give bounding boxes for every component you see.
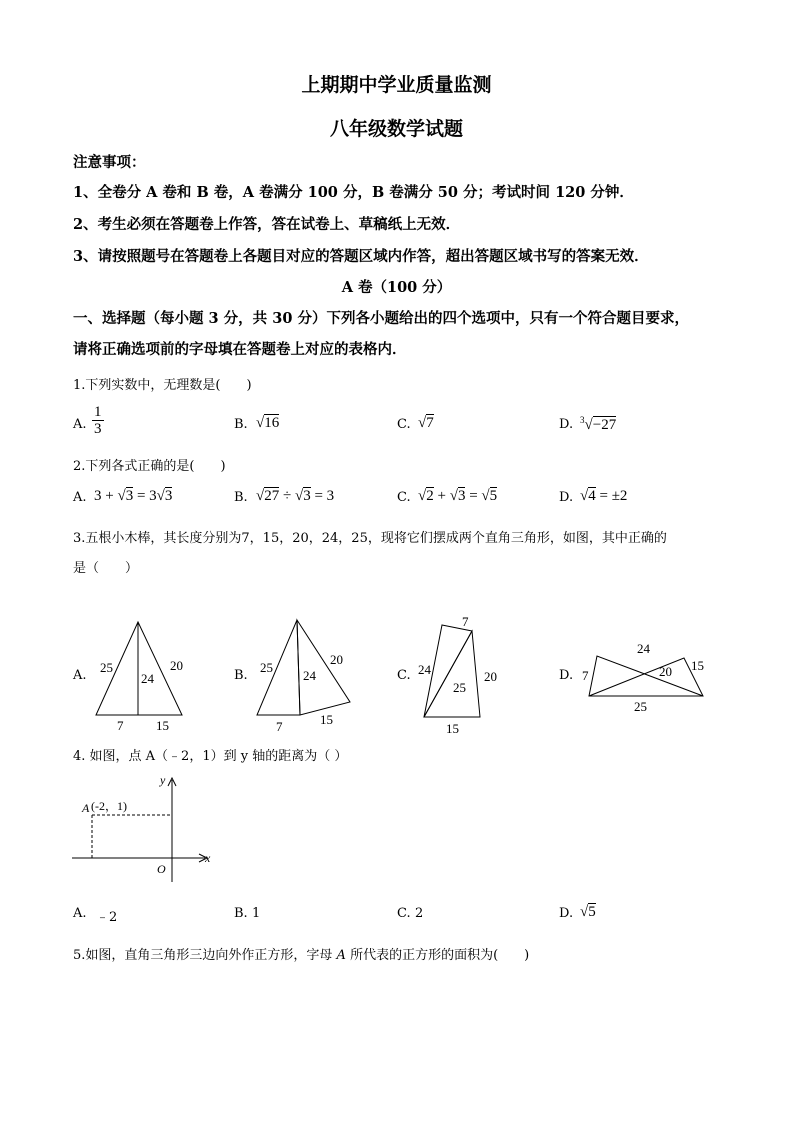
q3-fig-c-label-20: 20	[484, 669, 497, 684]
q4-option-a: ﹣2	[96, 910, 118, 925]
q3-fig-c-label-7: 7	[462, 614, 469, 629]
q3-fig-d-label-7: 7	[582, 668, 589, 683]
notice-item-2: 2、考生必须在答题卷上作答，答在试卷上、草稿纸上无效．	[73, 216, 461, 233]
q3-fig-a-label-7: 7	[117, 718, 124, 733]
q2-option-b-label: B.	[234, 490, 248, 505]
q2-option-c-label: C.	[397, 490, 411, 505]
q3-fig-b-label-24: 24	[303, 668, 316, 683]
q3-fig-d-label-25: 25	[634, 699, 647, 714]
q4-d-radicand: 5	[588, 904, 596, 920]
q4-option-d: √5	[580, 904, 596, 920]
q2-c-radicand2: 3	[457, 488, 466, 504]
q3-option-d-label: D.	[559, 668, 574, 683]
q4-point-coords: (-2，1)	[91, 799, 127, 813]
q2-option-d-label: D.	[559, 490, 574, 505]
q3-fig-a-label-25: 25	[100, 660, 113, 675]
q3-fig-b-label-20: 20	[330, 652, 343, 667]
q1-d-radicand: −27	[592, 417, 617, 433]
q1-stem: 1.下列实数中，无理数是( )	[73, 378, 252, 393]
q2-option-a-label: A.	[73, 490, 87, 505]
q4-option-a-label: A.	[73, 906, 87, 921]
part1-instruction-line1: 一、选择题（每小题 3 分，共 30 分）下列各小题给出的四个选项中，只有一个符合题目要求，	[73, 310, 689, 327]
q1-c-radicand: 7	[426, 415, 434, 431]
notice-item-3: 3、请按照题号在答题卷上各题目对应的答题区域内作答，超出答题区域书写的答案无效．	[73, 248, 649, 265]
q3-fig-d-label-15: 15	[691, 658, 704, 673]
q2-option-d: √4 = ±2	[580, 488, 628, 504]
q1-option-d: $^3$√−27	[580, 415, 617, 433]
page-title: 上期期中学业质量监测	[301, 74, 492, 96]
q2-option-a: 3 + √3 = 3√3	[94, 488, 173, 504]
q3-option-b-label: B.	[234, 668, 248, 683]
q1-option-a-label: A.	[73, 417, 87, 432]
q3-fig-c-label-24: 24	[418, 662, 431, 677]
q4-option-b-label: B.	[234, 906, 248, 921]
q2-a-part2: = 3	[133, 488, 157, 504]
q3-stem-line1: 3.五根小木棒，其长度分别为7，15，20，24，25，现将它们摆成两个直角三角形，如图，其中正确的	[73, 531, 667, 546]
q3-fig-c-label-25: 25	[453, 680, 466, 695]
q2-b-result: = 3	[310, 488, 335, 504]
q1-a-numerator: 1	[94, 404, 102, 420]
q3-fig-a-label-15: 15	[156, 718, 169, 733]
q4-stem: 4. 如图，点 A（﹣2，1）到 y 轴的距离为（ ）	[73, 749, 348, 764]
q3-option-c-label: C.	[397, 668, 411, 683]
q1-option-d-label: D.	[559, 417, 574, 432]
part1-instruction-line2: 请将正确选项前的字母填在答题卷上对应的表格内．	[73, 341, 407, 358]
q2-d-result: = ±2	[595, 488, 628, 504]
q1-b-radicand: 16	[264, 415, 280, 431]
q3-stem-line2: 是（ ）	[73, 561, 139, 576]
q4-origin-label: O	[157, 862, 166, 876]
q2-b-radicand2: 3	[303, 488, 311, 504]
q4-option-c: 2	[415, 906, 424, 921]
q3-fig-a-label-20: 20	[170, 658, 183, 673]
q2-b-op: ÷	[279, 488, 295, 504]
q3-fig-b-label-7: 7	[276, 719, 283, 734]
q2-c-radicand3: 5	[489, 488, 498, 504]
q3-figures	[0, 600, 793, 745]
q1-option-b: √16	[256, 415, 280, 431]
q5-stem-post: 所代表的正方形的面积为( )	[345, 948, 530, 963]
q3-option-a-label: A.	[73, 668, 87, 683]
q4-x-label: x	[205, 851, 211, 865]
q1-option-b-label: B.	[234, 417, 248, 432]
section-a-heading: A 卷（100 分）	[341, 279, 452, 296]
q1-option-c: √7	[418, 415, 434, 431]
q2-stem: 2.下列各式正确的是( )	[73, 459, 226, 474]
q4-option-c-label: C.	[397, 906, 411, 921]
q4-coordinate-figure	[60, 770, 220, 885]
q3-fig-d-label-20: 20	[659, 664, 672, 679]
q3-fig-d-right-triangle	[589, 658, 703, 696]
q2-b-radicand1: 27	[264, 488, 280, 504]
q5-stem	[73, 944, 529, 963]
q2-option-b: √27 ÷ √3 = 3	[256, 488, 335, 504]
q2-a-radicand1: 3	[125, 488, 134, 504]
notice-item-1: 1、全卷分 A 卷和 B 卷，A 卷满分 100 分，B 卷满分 50 分；考试时间 120 分钟．	[73, 184, 634, 201]
notice-heading: 注意事项：	[73, 154, 146, 171]
q1-option-a-fraction	[92, 404, 104, 437]
q3-fig-b-label-25: 25	[260, 660, 273, 675]
q4-y-label: y	[160, 773, 166, 787]
q3-fig-d-label-24: 24	[637, 641, 650, 656]
q4-option-d-label: D.	[559, 906, 574, 921]
q2-d-radicand: 4	[588, 488, 596, 504]
q2-a-radicand2: 3	[164, 488, 173, 504]
q4-point-label: A	[82, 801, 90, 815]
q2-option-c: √2 + √3 = √5	[418, 488, 498, 504]
q3-fig-a-label-24: 24	[141, 671, 154, 686]
page-subtitle: 八年级数学试题	[329, 118, 463, 140]
q1-a-denominator: 3	[94, 421, 102, 437]
q2-c-radicand1: 2	[426, 488, 434, 504]
q2-c-op: +	[433, 488, 450, 504]
q3-fig-c-label-15: 15	[446, 721, 459, 736]
q4-option-b: 1	[252, 906, 261, 921]
q1-d-index: 3	[580, 415, 585, 425]
q5-stem-var: A	[336, 948, 346, 963]
q3-fig-b-label-15: 15	[320, 712, 333, 727]
q5-stem-pre: 5.如图，直角三角形三边向外作正方形，字母	[73, 948, 337, 963]
q2-c-eq: =	[465, 488, 482, 504]
q2-a-part: 3 +	[94, 488, 118, 504]
q1-option-c-label: C.	[397, 417, 411, 432]
